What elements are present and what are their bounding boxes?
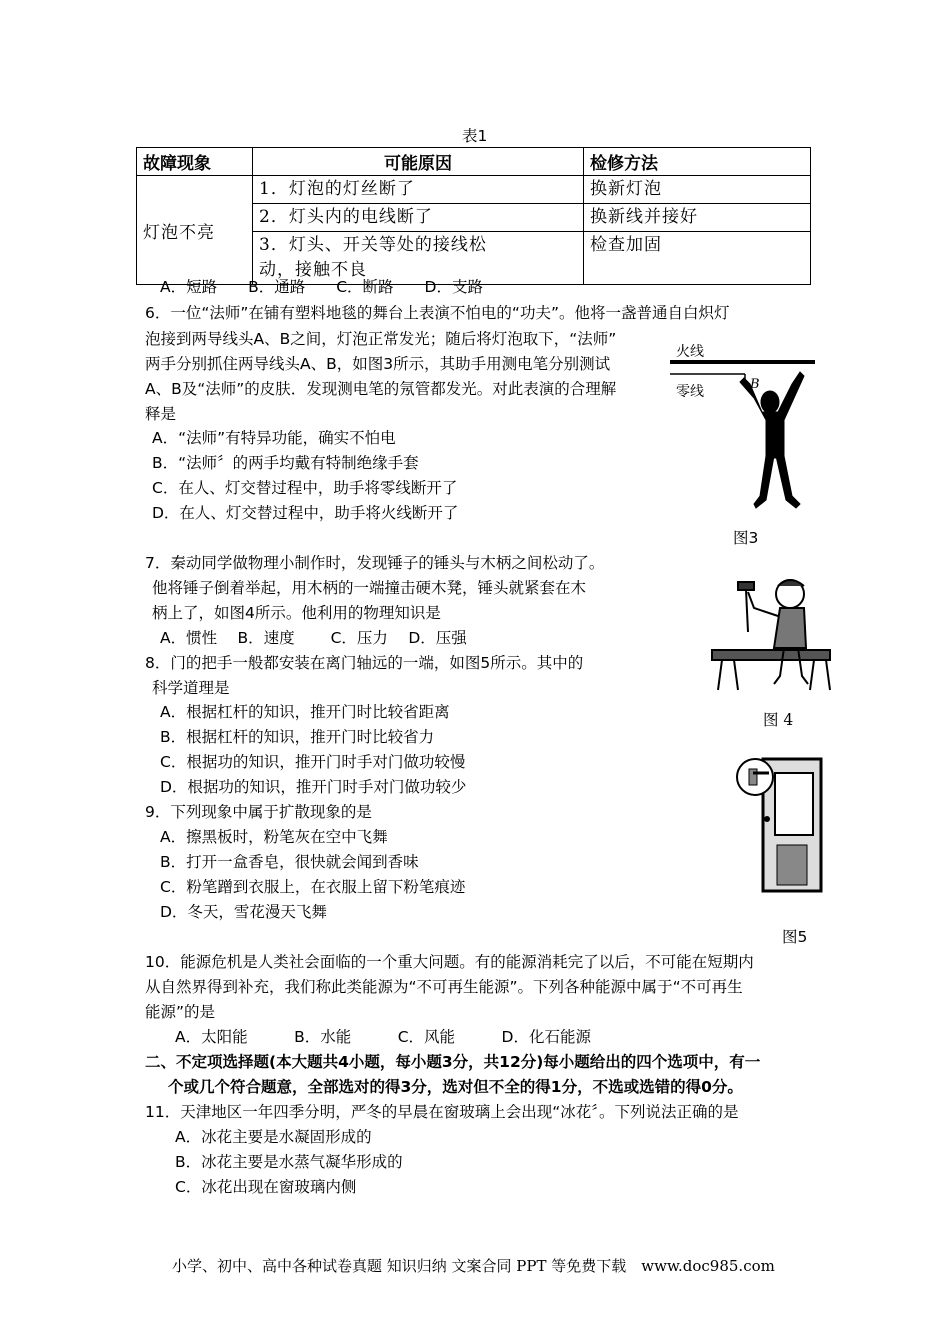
- q7-line: 7．秦动同学做物理小制作时，发现锤子的锤头与木柄之间松动了。: [145, 554, 605, 572]
- q11-option: A．冰花主要是水凝固形成的: [175, 1128, 372, 1146]
- q10-options: A．太阳能 B．水能 C．风能 D．化石能源: [175, 1028, 591, 1046]
- fix-cell: 检查加固: [584, 232, 811, 285]
- figure-5-caption: 图5: [782, 928, 808, 946]
- figure-4-caption: 图 4: [763, 711, 794, 729]
- figure-4: [708, 572, 838, 692]
- q7-options: A．惯性 B．速度 C．压力 D．压强: [160, 629, 467, 647]
- section-2-instructions: 个或几个符合题意，全部选对的得3分，选对但不全的得1分，不选或选错的得0分。: [168, 1078, 743, 1096]
- q10-line: 从自然界得到补充，我们称此类能源为“不可再生能源”。下列各种能源中属于“不可再生: [145, 978, 743, 996]
- q6-line: 释是: [145, 405, 177, 423]
- header-phenomenon: 故障现象: [137, 148, 253, 176]
- q7-line: 他将锤子倒着举起，用木柄的一端撞击硬木凳，锤头就紧套在木: [152, 579, 587, 597]
- cause-cell: 1．灯泡的灯丝断了: [253, 176, 584, 204]
- header-fix: 检修方法: [584, 148, 811, 176]
- q9-option: B．打开一盒香皂，很快就会闻到香味: [160, 853, 419, 871]
- q6-line: A、B及“法师”的皮肤．发现测电笔的氖管都发光。对此表演的合理解: [145, 380, 617, 398]
- q10-line: 能源”的是: [145, 1003, 216, 1021]
- cause-cell: 2．灯头内的电线断了: [253, 204, 584, 232]
- cause-line: 3．灯头、开关等处的接线松: [259, 235, 487, 255]
- q8-option: D．根据功的知识，推开门时手对门做功较少: [160, 778, 467, 796]
- person-silhouette: [740, 372, 804, 508]
- q9-option: A．擦黑板时，粉笔灰在空中飞舞: [160, 828, 388, 846]
- point-b-label: B: [750, 377, 760, 392]
- q6-option: C．在人、灯交替过程中，助手将零线断开了: [152, 479, 458, 497]
- q11-option: B．冰花主要是水蒸气凝华形成的: [175, 1153, 403, 1171]
- table-caption: 表1: [462, 127, 488, 145]
- q6-option: A．“法师”有特异功能，确实不怕电: [152, 429, 396, 447]
- phenomenon-cell: 灯泡不亮: [137, 176, 253, 285]
- q8-line: 科学道理是: [152, 679, 230, 697]
- section-2-heading: 二、不定项选择题(本大题共4小题，每小题3分，共12分)每小题给出的四个选项中，有一: [145, 1053, 761, 1071]
- footer-text: 小学、初中、高中各种试卷真题 知识归纳 文案合同 PPT 等免费下载 www.doc985.com: [172, 1257, 775, 1275]
- header-cause: 可能原因: [253, 148, 584, 176]
- q6-line: 两手分别抓住两导线头A、B，如图3所示，其助手用测电笔分别测试: [145, 355, 611, 373]
- q9-stem: 9．下列现象中属于扩散现象的是: [145, 803, 372, 821]
- figure-3: [670, 340, 820, 515]
- q8-line: 8．门的把手一般都安装在离门轴远的一端，如图5所示。其中的: [145, 654, 584, 672]
- q8-option: C．根据功的知识，推开门时手对门做功较慢: [160, 753, 466, 771]
- q8-option: B．根据杠杆的知识，推开门时比较省力: [160, 728, 435, 746]
- q10-line: 10．能源危机是人类社会面临的一个重大问题。有的能源消耗完了以后，不可能在短期内: [145, 953, 754, 971]
- q8-option: A．根据杠杆的知识，推开门时比较省距离: [160, 703, 450, 721]
- figure-5: [735, 755, 827, 895]
- q6-option: B．“法师〞的两手均戴有特制绝缘手套: [152, 454, 419, 472]
- table-header-row: [137, 148, 811, 176]
- q6-line: 泡接到两导线头A、B之间，灯泡正常发光；随后将灯泡取下，“法师”: [145, 330, 617, 348]
- q6-option: D．在人、灯交替过程中，助手将火线断开了: [152, 504, 459, 522]
- cause-line: 动，接触不良: [259, 260, 367, 280]
- live-wire-label: 火线: [676, 344, 704, 360]
- neutral-wire-label: 零线: [676, 384, 704, 400]
- q9-option: C．粉笔蹭到衣服上，在衣服上留下粉笔痕迹: [160, 878, 466, 896]
- q11-stem: 11．天津地区一年四季分明，严冬的早晨在窗玻璃上会出现“冰花〞。下列说法正确的是: [145, 1103, 739, 1121]
- table-row: [137, 176, 811, 204]
- q11-option: C．冰花出现在窗玻璃内侧: [175, 1178, 357, 1196]
- figure-3-caption: 图3: [733, 529, 759, 547]
- q5-options: A．短路 B．通路 C．断路 D．支路: [160, 278, 483, 296]
- q7-line: 柄上了，如图4所示。他利用的物理知识是: [152, 604, 441, 622]
- fix-cell: 换新线并接好: [584, 204, 811, 232]
- q6-line: 6．一位“法师”在铺有塑料地毯的舞台上表演不怕电的“功夫”。他将一盏普通自白炽灯: [145, 304, 730, 322]
- fault-table: [136, 147, 811, 285]
- fix-cell: 换新灯泡: [584, 176, 811, 204]
- q9-option: D．冬天，雪花漫天飞舞: [160, 903, 327, 921]
